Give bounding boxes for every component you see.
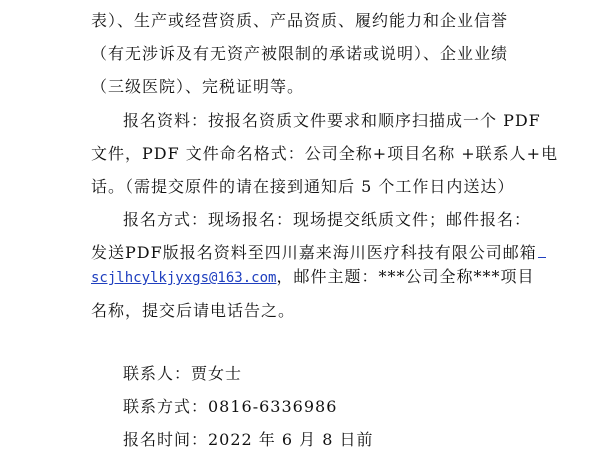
text-line: 报名资料：按报名资质文件要求和顺序扫描成一个 PDF [123, 111, 541, 130]
text-line: 报名方式：现场报名：现场提交纸质文件；邮件报名： [123, 210, 532, 229]
email-line [91, 263, 600, 291]
link-underline-mark [538, 243, 546, 258]
text-line: （三级医院）、完税证明等。 [91, 77, 305, 96]
email-link[interactable]: scjlhcylkjyxgs@163.com [91, 270, 277, 286]
contact-phone: 联系方式：0816-6336986 [123, 397, 338, 416]
registration-deadline: 报名时间：2022 年 6 月 8 日前 [123, 430, 374, 449]
text-line-content: 发送PDF版报名资料至四川嘉来海川医疗科技有限公司邮箱 [91, 243, 537, 262]
email-subject-text: ，邮件主题：***公司全称***项目 [276, 267, 535, 286]
text-line: （有无涉诉及有无资产被限制的承诺或说明）、企业业绩 [91, 44, 509, 63]
text-line: 表）、生产或经营资质、产品资质、履约能力和企业信誉 [91, 11, 509, 30]
text-line: 名称，提交后请电话告之。 [91, 301, 296, 320]
text-line: 话。（需提交原件的请在接到通知后 5 个工作日内送达） [91, 177, 515, 196]
text-line: 文件，PDF 文件命名格式：公司全称+项目名称 +联系人+电 [91, 144, 559, 163]
contact-person: 联系人：贾女士 [123, 364, 243, 383]
